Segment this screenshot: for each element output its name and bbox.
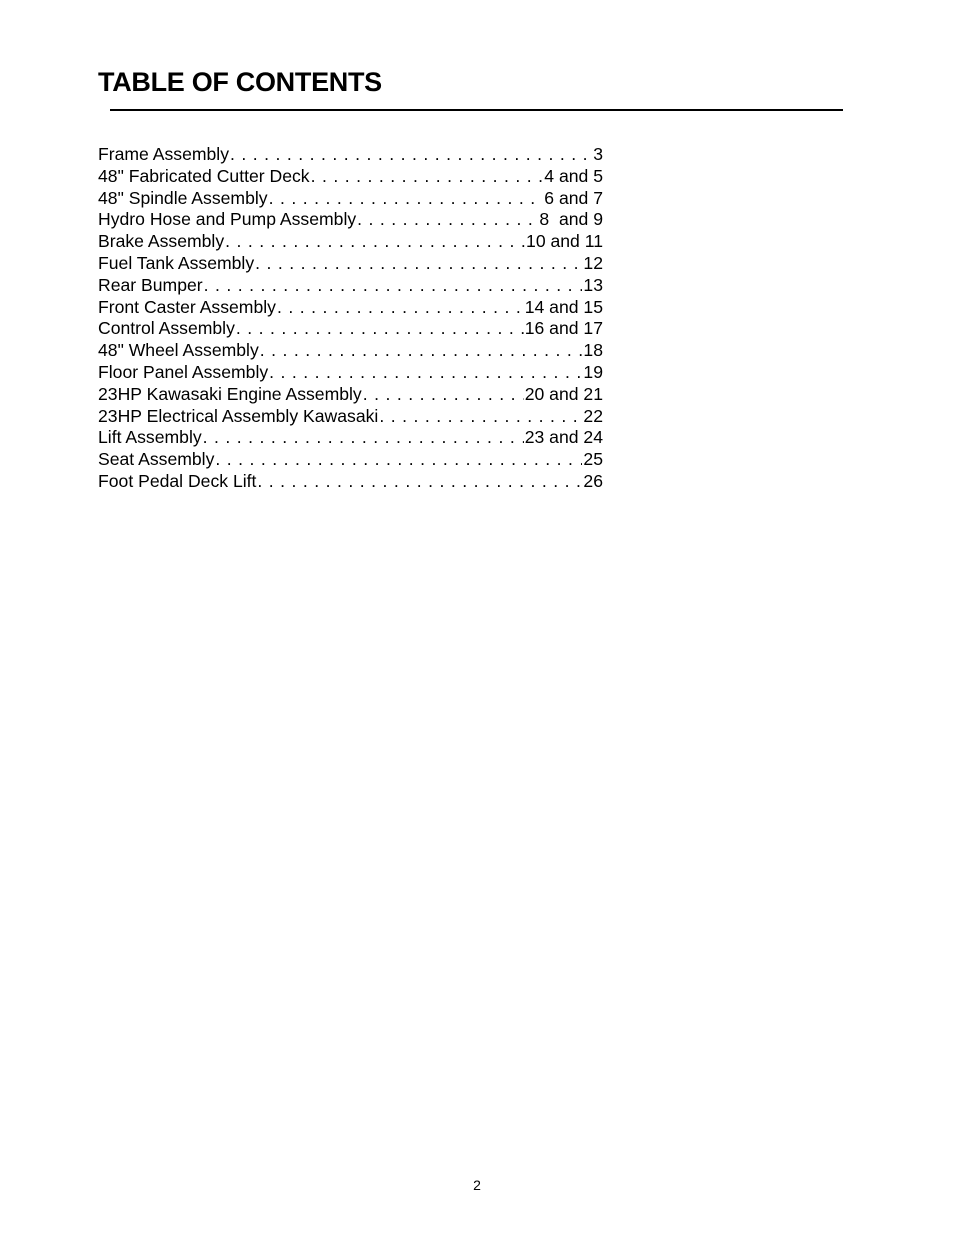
toc-dot-leader: [203, 427, 524, 449]
toc-entry[interactable]: [98, 384, 603, 406]
toc-entry-page: 13: [583, 274, 603, 295]
toc-dot-leader: [257, 471, 582, 493]
toc-entry[interactable]: [98, 297, 603, 319]
toc-entry-page: 14 and 15: [524, 296, 603, 317]
toc-dot-leader: [363, 384, 524, 406]
toc-entry-label: 48" Wheel Assembly: [98, 340, 259, 361]
toc-dot-leader: [255, 253, 582, 275]
toc-entry-page: 8 and 9: [539, 209, 603, 230]
toc-entry-page: 10 and 11: [526, 231, 603, 252]
toc-entry-label: Floor Panel Assembly: [98, 361, 269, 382]
toc-dot-leader: [269, 362, 582, 384]
toc-list: [98, 144, 603, 493]
toc-dot-leader: [236, 318, 524, 340]
toc-entry-label: Frame Assembly: [98, 144, 230, 164]
toc-entry-page: 4 and 5: [544, 165, 603, 186]
toc-entry-page: 16 and 17: [524, 318, 603, 339]
toc-entry-page: 23 and 24: [524, 427, 603, 448]
toc-dot-leader: [260, 340, 583, 362]
toc-entry[interactable]: [98, 231, 603, 253]
toc-entry-label: Lift Assembly: [98, 427, 202, 448]
toc-entry[interactable]: [98, 144, 603, 166]
page-number: 2: [473, 1177, 481, 1193]
toc-entry[interactable]: [98, 188, 603, 210]
toc-entry-page: 18: [583, 340, 603, 361]
toc-dot-leader: [277, 297, 524, 319]
toc-entry[interactable]: [98, 253, 603, 275]
toc-entry-page: 25: [583, 449, 603, 470]
toc-entry-page: 19: [583, 361, 603, 382]
toc-entry-label: 23HP Kawasaki Engine Assembly: [98, 383, 362, 404]
toc-entry[interactable]: [98, 275, 603, 297]
toc-entry-label: Seat Assembly: [98, 449, 215, 470]
toc-dot-leader: [379, 406, 582, 428]
toc-entry-page: 22: [583, 405, 603, 426]
toc-entry[interactable]: [98, 340, 603, 362]
toc-entry[interactable]: [98, 449, 603, 471]
toc-entry-label: 48" Fabricated Cutter Deck: [98, 165, 310, 186]
toc-entry[interactable]: [98, 471, 603, 493]
toc-dot-leader: [269, 188, 544, 210]
toc-dot-leader: [357, 209, 538, 231]
toc-entry-page: 3: [593, 144, 603, 164]
toc-entry-page: 6 and 7: [544, 187, 603, 208]
toc-entry-label: Front Caster Assembly: [98, 296, 276, 317]
toc-dot-leader: [215, 449, 582, 471]
toc-dot-leader: [230, 144, 592, 166]
toc-entry[interactable]: [98, 362, 603, 384]
toc-entry-label: Brake Assembly: [98, 231, 225, 252]
page-title: TABLE OF CONTENTS: [98, 67, 382, 97]
toc-dot-leader: [204, 275, 583, 297]
toc-dot-leader: [311, 166, 544, 188]
toc-entry[interactable]: [98, 406, 603, 428]
title-divider: [110, 109, 843, 111]
toc-entry[interactable]: [98, 209, 603, 231]
toc-entry-page: 20 and 21: [524, 383, 603, 404]
toc-entry[interactable]: [98, 166, 603, 188]
toc-entry-label: Control Assembly: [98, 318, 235, 339]
toc-entry[interactable]: [98, 318, 603, 340]
toc-entry-label: 23HP Electrical Assembly Kawasaki: [98, 405, 379, 426]
toc-dot-leader: [225, 231, 525, 253]
toc-entry-label: Hydro Hose and Pump Assembly: [98, 209, 357, 230]
toc-entry-page: 26: [583, 470, 603, 491]
toc-entry-label: Foot Pedal Deck Lift: [98, 470, 257, 491]
toc-entry-label: 48" Spindle Assembly: [98, 187, 268, 208]
toc-entry-page: 12: [583, 252, 603, 273]
toc-entry-label: Fuel Tank Assembly: [98, 252, 255, 273]
toc-entry-label: Rear Bumper: [98, 274, 203, 295]
toc-entry[interactable]: [98, 427, 603, 449]
